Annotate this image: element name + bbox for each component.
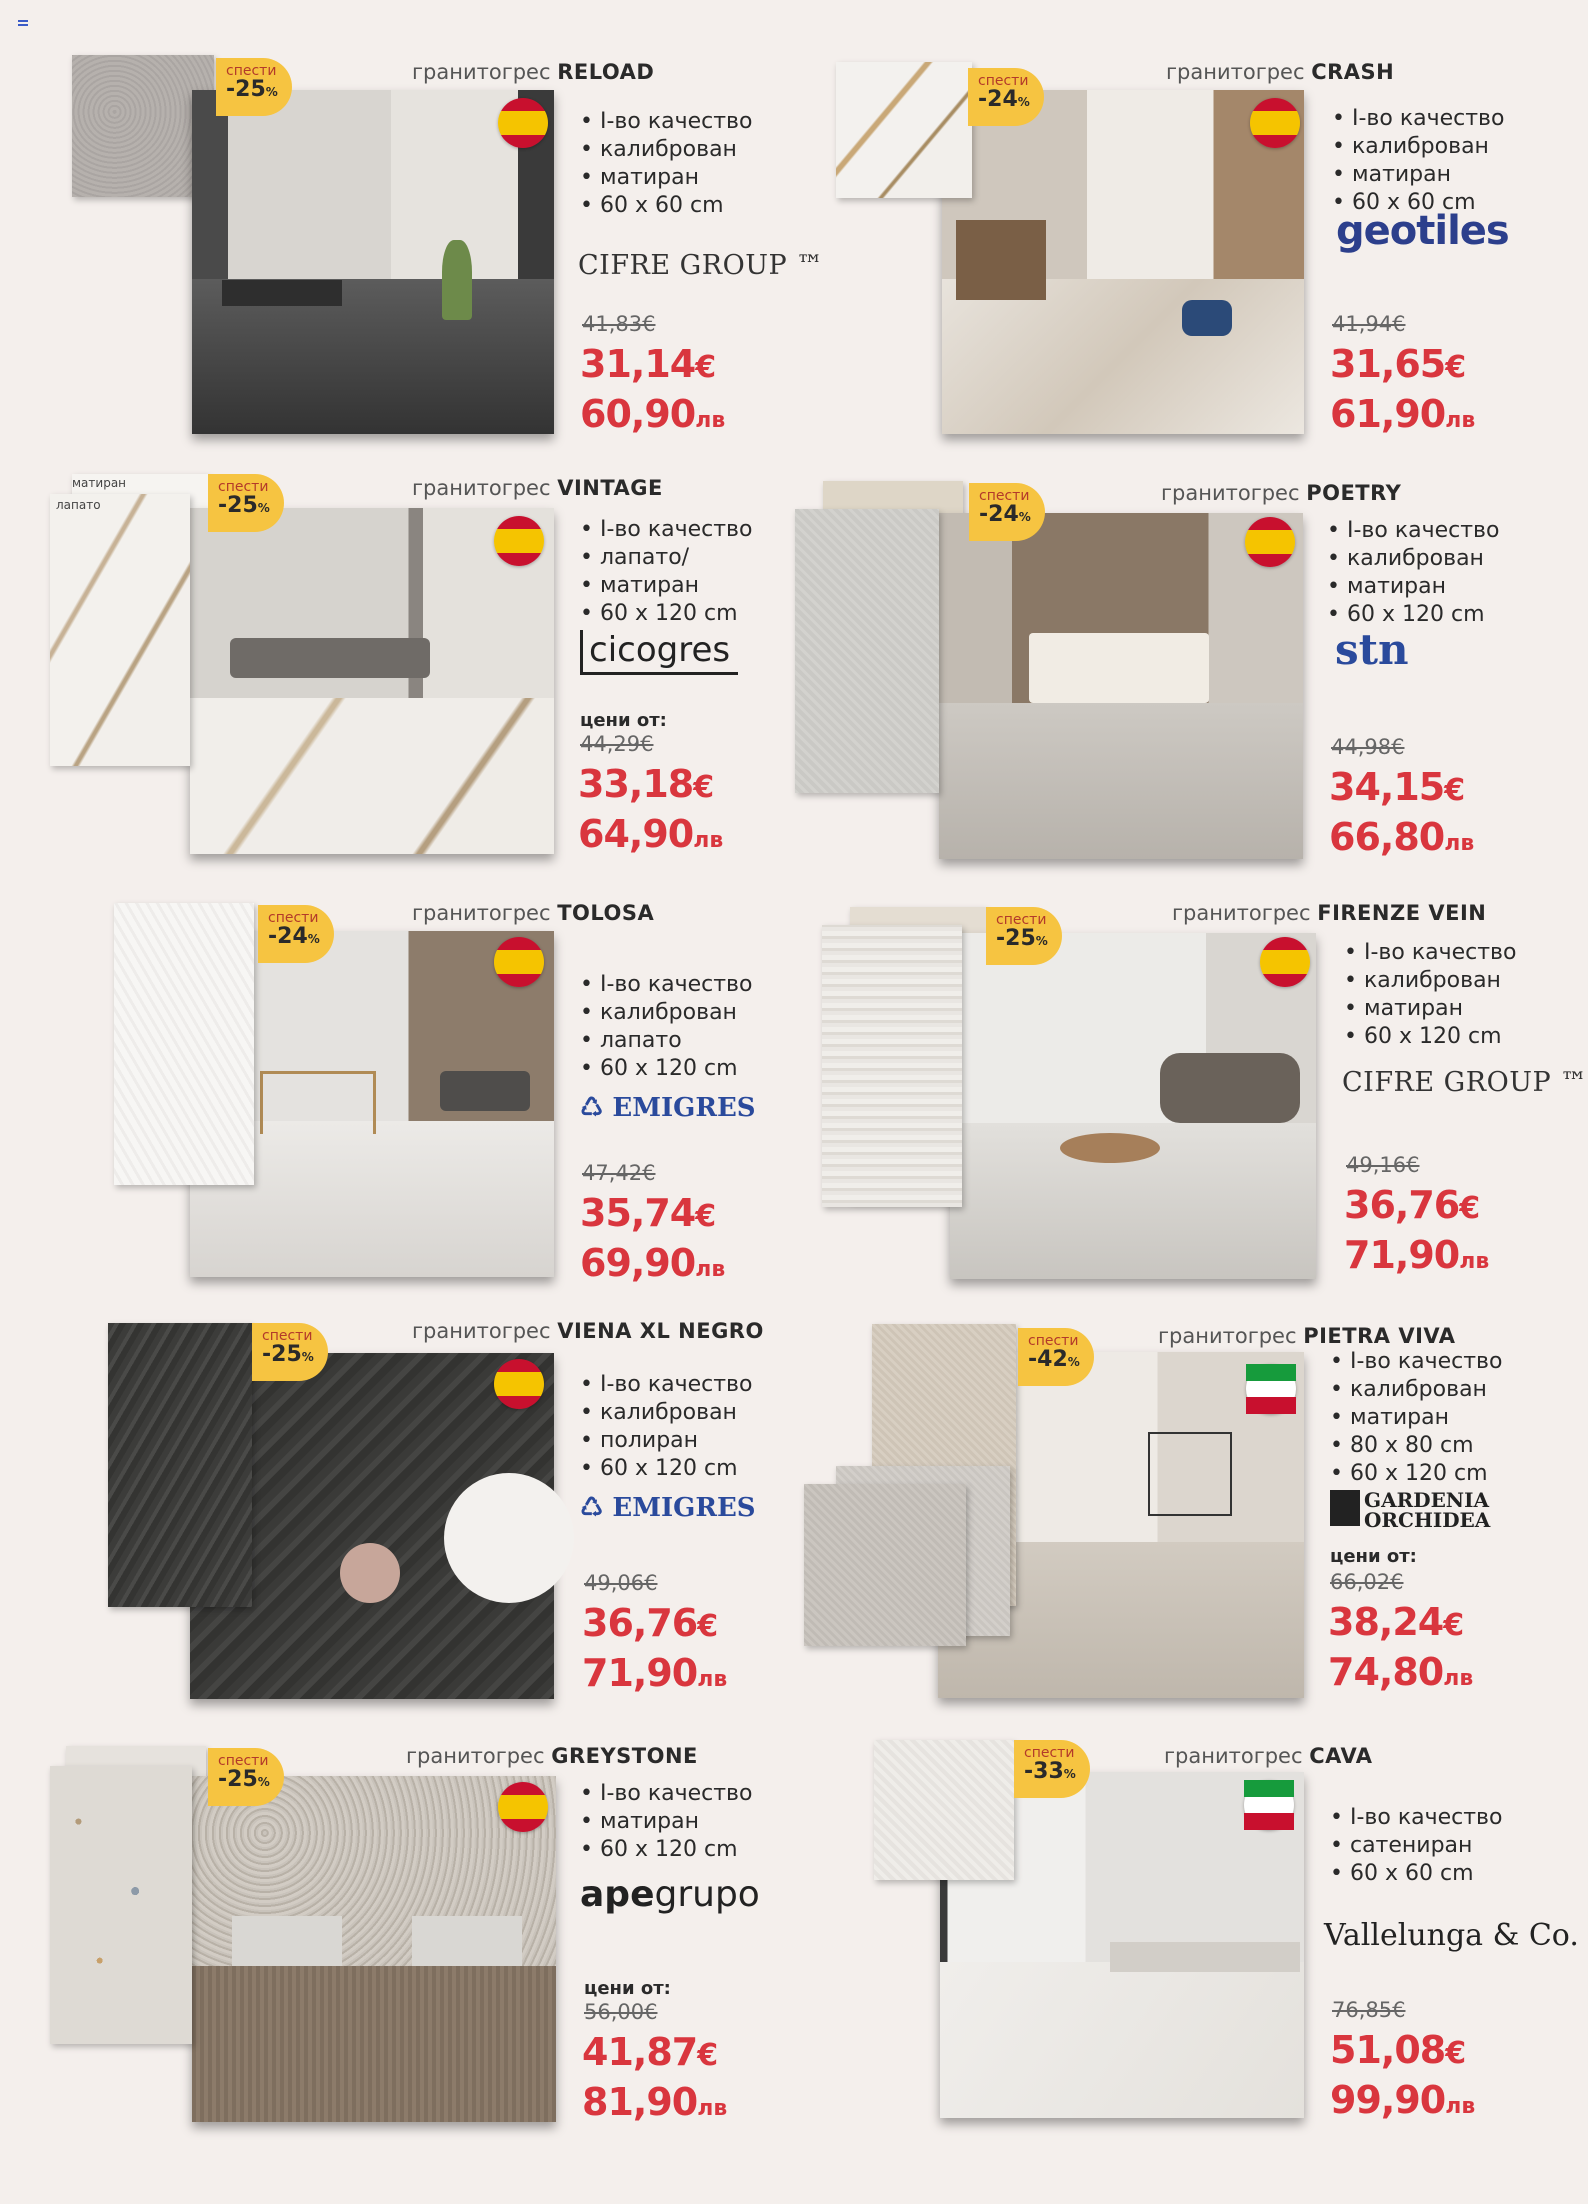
from-label: цени от: [580,710,667,731]
price-eur: 34,15€ [1329,765,1465,809]
brand-logo: cicogres [580,630,738,675]
discount-badge: спести -24% [968,68,1044,126]
old-price: 56,00€ [584,2000,658,2024]
product-card-crash[interactable] [830,50,1550,450]
brand-logo: stn [1335,625,1409,674]
discount-badge: спести -42% [1018,1328,1094,1386]
old-price: 44,98€ [1331,735,1405,759]
product-card-vintage[interactable] [50,470,770,870]
spain-flag-icon [494,937,544,987]
discount-badge: спести -25% [208,1748,284,1806]
product-title: гранитогрес FIRENZE VEIN [1172,901,1487,925]
finish-note: лапато [56,498,101,512]
spec-list: • I-во качество • калиброван • матиран • 60 x 60 cm [580,108,752,220]
brand-logo: ♺ EMIGRES [580,1493,756,1523]
product-title: гранитогрес VIENA XL NEGRO [412,1319,764,1343]
price-bgn: 71,90лв [1344,1233,1490,1277]
old-price: 44,29€ [580,732,654,756]
discount-badge: спести -25% [216,58,292,116]
product-card-viena[interactable] [100,1315,820,1715]
tile-sample [804,1484,966,1646]
discount-badge: спести -24% [969,483,1045,541]
gardenia-mark-icon [1330,1490,1360,1526]
discount-badge: спести -33% [1014,1740,1090,1798]
spec-list: • I-во качество • калиброван • лапато • 60 x 120 cm [580,971,752,1083]
price-eur: 38,24€ [1328,1600,1464,1644]
spain-flag-icon [1245,517,1295,567]
tile-sample [50,1766,192,2044]
tile-sample [836,62,972,198]
discount-badge: спести -25% [986,907,1062,965]
room-image [192,1776,556,2122]
spain-flag-icon [498,98,548,148]
discount-badge: спести -25% [252,1323,328,1381]
old-price: 49,16€ [1346,1153,1420,1177]
price-bgn: 60,90лв [580,392,726,436]
old-price: 47,42€ [582,1161,656,1185]
product-card-pietra[interactable] [800,1320,1520,1720]
brand-logo: CIFRE GROUP ™ [578,250,824,281]
brand-logo: apegrupo [580,1874,760,1915]
old-price: 49,06€ [584,1571,658,1595]
product-title: гранитогрес RELOAD [412,60,655,84]
price-eur: 31,14€ [580,342,716,386]
spec-list: • I-во качество • калиброван • матиран • 60 x 60 cm [1332,105,1504,217]
product-title: гранитогрес CAVA [1164,1744,1373,1768]
hamburger-icon[interactable] [18,20,28,26]
spec-list: • I-во качество • матиран • 60 x 120 cm [580,1780,752,1864]
room-image [190,508,554,854]
brand-logo: GARDENIA ORCHIDEA [1330,1490,1490,1530]
room-image [939,513,1303,859]
tile-sample [108,1323,252,1607]
product-title: гранитогрес VINTAGE [412,476,663,500]
product-title: гранитогрес TOLOSA [412,901,655,925]
spain-flag-icon [494,1359,544,1409]
price-bgn: 71,90лв [582,1651,728,1695]
brand-logo: ♺ EMIGRES [580,1093,756,1123]
brand-logo: geotiles [1336,208,1509,254]
italy-flag-icon [1244,1780,1294,1830]
italy-flag-icon [1246,1364,1296,1414]
from-label: цени от: [1330,1546,1417,1567]
old-price: 41,83€ [582,312,656,336]
spec-list: • I-во качество • сатениран • 60 x 60 cm [1330,1804,1502,1888]
price-bgn: 66,80лв [1329,815,1475,859]
discount-badge: спести -24% [258,905,334,963]
product-title: гранитогрес POETRY [1161,481,1402,505]
price-eur: 33,18€ [578,762,714,806]
price-bgn: 64,90лв [578,812,724,856]
tile-sample [874,1740,1014,1880]
room-image [942,90,1304,434]
product-card-tolosa[interactable] [110,895,830,1295]
spain-flag-icon [1250,98,1300,148]
old-price: 66,02€ [1330,1570,1404,1594]
price-eur: 31,65€ [1330,342,1466,386]
room-image [950,933,1316,1279]
price-eur: 35,74€ [580,1191,716,1235]
price-bgn: 99,90лв [1330,2078,1476,2122]
product-card-reload[interactable] [70,50,824,450]
spec-list: • I-во качество • калиброван • матиран • 60 x 120 cm [1344,939,1516,1051]
room-image [192,90,554,434]
price-eur: 41,87€ [582,2030,718,2074]
price-bgn: 61,90лв [1330,392,1476,436]
price-eur: 36,76€ [582,1601,718,1645]
product-title: гранитогрес CRASH [1166,60,1395,84]
spec-list: • I-во качество • калиброван • полиран • 60 x 120 cm [580,1371,752,1483]
tile-sample [795,509,939,793]
spec-list: • I-во качество • лапато/ • матиран • 60 x 120 cm [580,516,752,628]
product-title: гранитогрес PIETRA VIVA [1158,1324,1456,1348]
spain-flag-icon [494,516,544,566]
old-price: 76,85€ [1332,1998,1406,2022]
price-eur: 51,08€ [1330,2028,1466,2072]
from-label: цени от: [584,1978,671,1999]
spec-list: • I-во качество • калиброван • матиран • 80 x 80 cm • 60 x 120 cm [1330,1348,1502,1488]
tile-sample [822,925,962,1207]
product-card-firenze[interactable] [800,895,1588,1295]
brand-logo: CIFRE GROUP ™ [1342,1067,1588,1098]
spain-flag-icon [498,1782,548,1832]
spec-list: • I-во качество • калиброван • матиран • 60 x 120 cm [1327,517,1499,629]
product-card-cava[interactable] [800,1740,1579,2140]
brand-logo: Vallelunga & Co. [1324,1918,1579,1953]
price-bgn: 74,80лв [1328,1650,1474,1694]
product-card-poetry[interactable] [795,475,1515,875]
tile-sample [50,494,190,766]
price-eur: 36,76€ [1344,1183,1480,1227]
discount-badge: спести -25% [208,474,284,532]
old-price: 41,94€ [1332,312,1406,336]
spain-flag-icon [1260,937,1310,987]
product-title: гранитогрес GREYSTONE [406,1744,698,1768]
price-bgn: 81,90лв [582,2080,728,2124]
tile-sample [114,903,254,1185]
product-card-greystone[interactable] [50,1740,770,2140]
finish-note: матиран [72,476,127,490]
price-bgn: 69,90лв [580,1241,726,1285]
